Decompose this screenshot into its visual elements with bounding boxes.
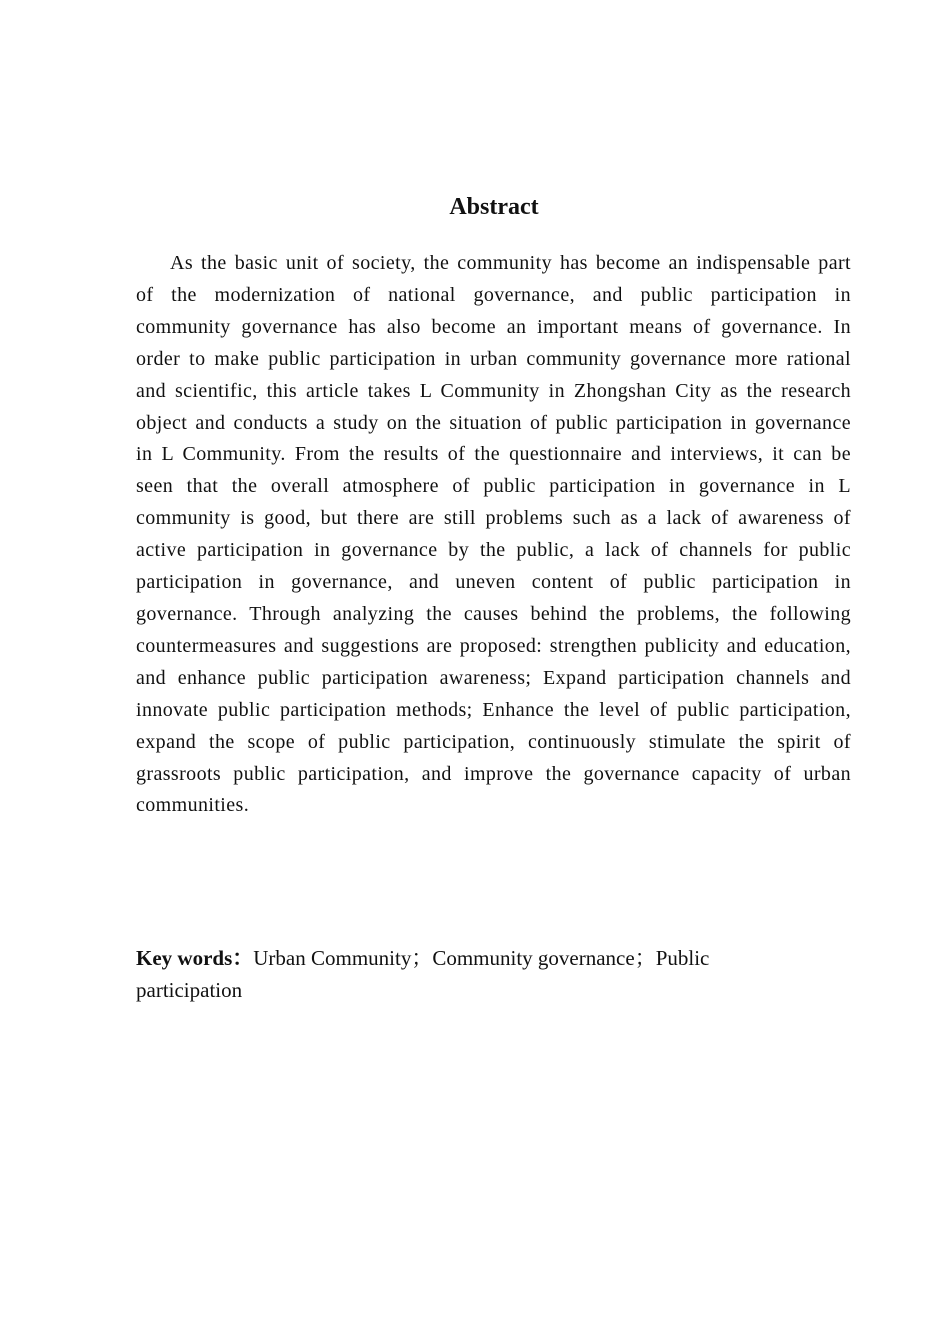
keywords-line (136, 943, 816, 1006)
keywords-text: Urban Community；Community governance；Public participation (136, 946, 710, 1002)
abstract-body: As the basic unit of society, the community has become an indispensable part of the modernization of national governance, and public participation in community governance has also become an important means of governance. In order to make public participation in urban community governance more rational and scientific, this article takes L Community in Zhongshan City as the research object and conducts a study on the situation of public participation in governance in L Community. From the results of the questionnaire and interviews, it can be seen that the overall atmosphere of public participation in governance in L community is good, but there are still problems such as a lack of awareness of active participation in governance by the public, a lack of channels for public participation in governance, and uneven content of public participation in governance. Through analyzing the causes behind the problems, the following countermeasures and suggestions are proposed: strengthen publicity and education, and enhance public participation awareness; Expand participation channels and innovate public participation methods; Enhance the level of public participation, expand the scope of public participation, continuously stimulate the spirit of grassroots public participation, and improve the governance capacity of urban communities. (136, 252, 851, 817)
keywords-label: Key words： (136, 946, 254, 970)
abstract-title: Abstract (449, 194, 539, 220)
